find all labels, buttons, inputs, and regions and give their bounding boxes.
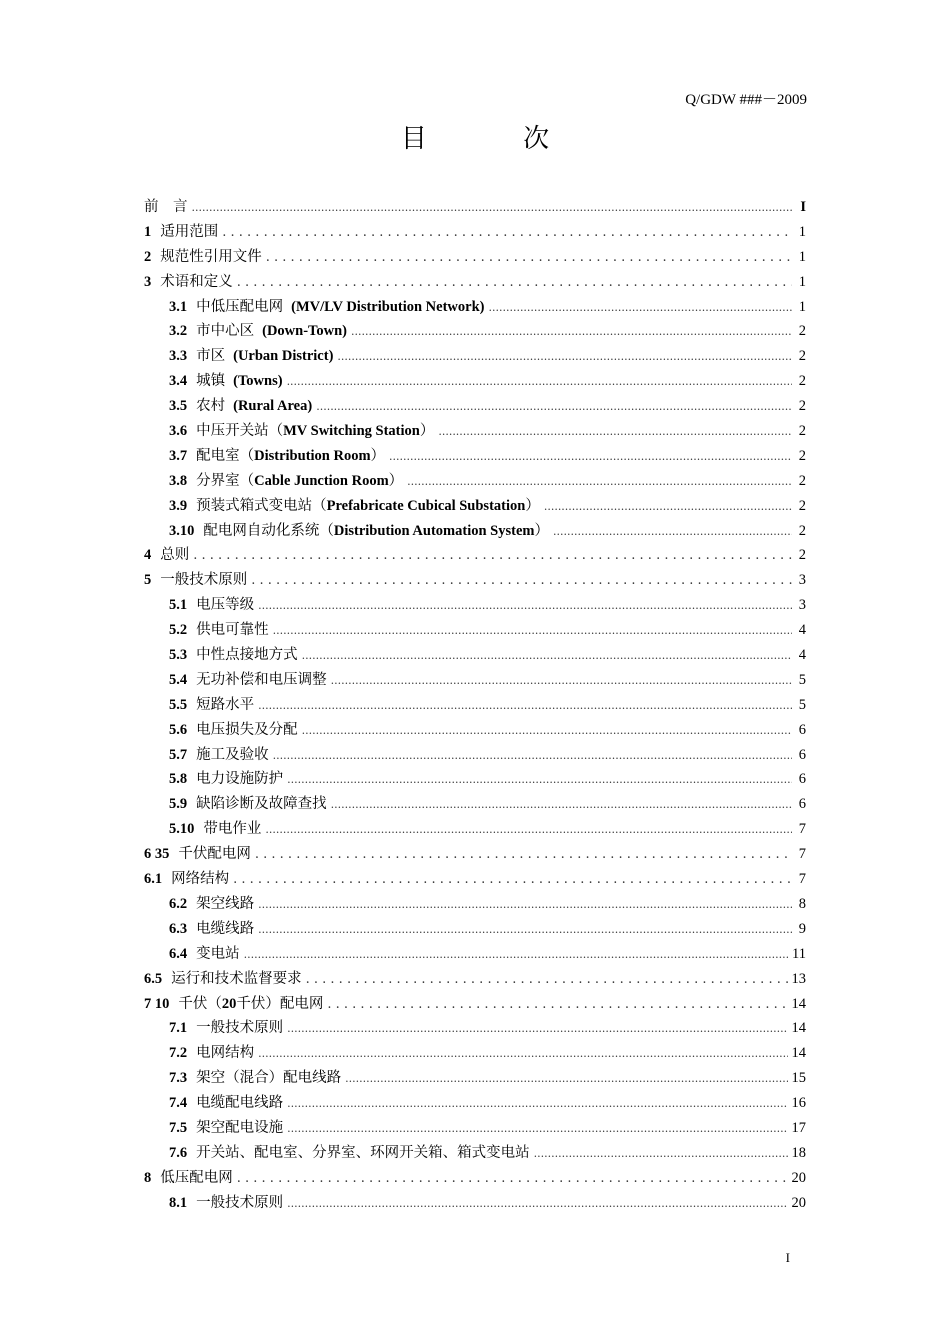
toc-entry-page: 20 [791, 1169, 806, 1186]
toc-entry-title [178, 992, 323, 1017]
toc-entry-page: 2 [798, 323, 806, 340]
toc-entry-leader-dots [553, 520, 792, 545]
toc-entry-page: 3 [798, 597, 806, 614]
page-number: I [785, 1250, 790, 1265]
toc-entry-page: 2 [798, 373, 806, 390]
toc-entry[interactable] [144, 892, 806, 917]
toc-entry-title-text: 短路水平 [196, 696, 255, 713]
toc-entry-page: 6 [798, 721, 806, 738]
toc-entry-page: 16 [791, 1095, 806, 1112]
toc-entry-leader-dots [266, 246, 792, 271]
toc-entry[interactable] [144, 494, 806, 519]
toc-entry[interactable] [144, 618, 806, 643]
toc-entry-page: 1 [798, 298, 806, 315]
toc-entry-number: 5.8 [169, 771, 188, 788]
toc-entry-page: 2 [798, 522, 806, 539]
toc-entry-number: 5.3 [169, 647, 188, 664]
toc-entry[interactable] [144, 444, 806, 469]
toc-entry-title-text: 电压损失及分配 [196, 721, 298, 738]
toc-entry-page: 1 [798, 248, 806, 265]
toc-entry-title-text: 配电网自动化系统（ [203, 522, 334, 539]
toc-entry[interactable] [144, 967, 806, 992]
toc-entry-number: 7.4 [169, 1095, 188, 1112]
toc-entry-page: 5 [798, 671, 806, 688]
toc-entry-number: 5.2 [169, 622, 188, 639]
toc-entry-title [160, 220, 218, 245]
toc-entry[interactable] [144, 593, 806, 618]
toc-entry-leader-dots [534, 1142, 788, 1167]
toc-entry-leader-dots [244, 943, 788, 968]
toc-entry-page: 18 [791, 1144, 806, 1161]
toc-entry-title [196, 319, 347, 344]
toc-entry-page: 2 [798, 547, 806, 564]
toc-entry-title [196, 668, 327, 693]
table-of-contents [144, 195, 806, 1216]
toc-entry-title-text: 开关站、配电室、分界室、环网开关箱、箱式变电站 [196, 1144, 530, 1161]
toc-entry-title-text: 架空（混合）配电线路 [196, 1070, 342, 1087]
toc-entry-number: 5.4 [169, 671, 188, 688]
toc-entry-number: 3.4 [169, 373, 188, 390]
toc-entry-english-title: (MV/LV Distribution Network) [291, 298, 485, 315]
toc-entry-title-text: 农村 [196, 398, 226, 415]
toc-entry-number: 8.1 [169, 1194, 188, 1211]
toc-entry-number: 3.5 [169, 398, 188, 415]
toc-entry-english-title: (Down-Town) [262, 323, 347, 340]
toc-entry-leader-dots [265, 818, 792, 843]
toc-entry-number: 5.6 [169, 721, 188, 738]
toc-entry-page: 2 [798, 472, 806, 489]
toc-entry-leader-dots [316, 395, 792, 420]
toc-entry-leader-dots [273, 619, 792, 644]
toc-entry-number: 3.1 [169, 298, 188, 315]
toc-entry-leader-dots [258, 1042, 787, 1067]
toc-entry-title [196, 369, 282, 394]
toc-entry-leader-dots [258, 694, 792, 719]
toc-entry-title-text: 一般技术原则 [160, 572, 248, 589]
toc-entry-title-text: 电网结构 [196, 1045, 255, 1062]
toc-entry-leader-dots [327, 993, 787, 1018]
toc-entry-number: 3.3 [169, 348, 188, 365]
toc-entry-number: 3.7 [169, 447, 188, 464]
toc-entry-title [196, 1116, 283, 1141]
toc-entry-title-text: 预装式箱式变电站（ [196, 497, 327, 514]
toc-entry-page: 13 [791, 970, 806, 987]
toc-entry[interactable] [144, 1066, 806, 1091]
toc-entry-page: 15 [791, 1070, 806, 1087]
toc-entry-english-title: MV Switching Station [283, 423, 420, 440]
toc-entry[interactable] [144, 1041, 806, 1066]
toc-entry-leader-dots [258, 594, 792, 619]
toc-entry[interactable] [144, 643, 806, 668]
toc-entry-title [196, 618, 269, 643]
toc-entry[interactable] [144, 743, 806, 768]
toc-entry-title [160, 568, 247, 593]
toc-entry-number: 6.1 [144, 871, 163, 888]
toc-entry-title-text: 运行和技术监督要求 [171, 970, 302, 987]
toc-entry[interactable] [144, 245, 806, 270]
toc-entry-title-text: 施工及验收 [196, 746, 269, 763]
toc-entry-leader-dots [233, 868, 792, 893]
toc-entry-title [196, 942, 240, 967]
toc-entry-number: 3.6 [169, 423, 188, 440]
toc-entry-leader-dots [287, 1117, 787, 1142]
toc-entry[interactable] [144, 668, 806, 693]
toc-entry[interactable] [144, 718, 806, 743]
toc-entry-title-text: 千伏（ [178, 995, 222, 1012]
toc-entry[interactable] [144, 344, 806, 369]
toc-entry-page: 14 [791, 1045, 806, 1062]
toc-entry-leader-dots [389, 445, 792, 470]
toc-entry[interactable] [144, 469, 806, 494]
toc-entry[interactable] [144, 1091, 806, 1116]
toc-entry-page: 1 [798, 223, 806, 240]
toc-entry-leader-dots [258, 893, 792, 918]
toc-entry-leader-dots [258, 918, 792, 943]
toc-entry-number: 5.10 [169, 821, 195, 838]
toc-entry-title-text: 低压配电网 [160, 1169, 233, 1186]
toc-entry-page: 7 [798, 846, 806, 863]
toc-entry-english-title: Cable Junction Room [254, 472, 389, 489]
toc-entry[interactable] [144, 917, 806, 942]
toc-entry-page: 5 [798, 696, 806, 713]
toc-entry[interactable] [144, 1191, 806, 1216]
toc-entry-leader-dots [407, 470, 792, 495]
toc-entry-number: 7.5 [169, 1119, 188, 1136]
toc-entry-title [203, 519, 549, 544]
toc-entry-leader-dots [337, 345, 792, 370]
toc-entry-title [196, 767, 283, 792]
toc-entry-page: 17 [791, 1119, 806, 1136]
toc-entry-page: 14 [791, 1020, 806, 1037]
toc-entry-page: 1 [798, 273, 806, 290]
toc-entry-leader-dots [251, 569, 792, 594]
toc-entry-leader-dots [351, 320, 792, 345]
toc-entry-page: 14 [791, 995, 806, 1012]
toc-entry-number: 6.5 [144, 970, 163, 987]
toc-entry-title [196, 718, 298, 743]
toc-entry-title [160, 245, 262, 270]
toc-entry-leader-dots [192, 196, 793, 221]
toc-entry-page: 6 [798, 771, 806, 788]
toc-entry-title [196, 1041, 254, 1066]
toc-entry-page: 3 [798, 572, 806, 589]
toc-entry-title [196, 419, 434, 444]
toc-entry[interactable] [144, 693, 806, 718]
toc-entry-title [178, 842, 251, 867]
toc-entry-title-text: 中低压配电网 [196, 298, 284, 315]
toc-entry-title [196, 295, 484, 320]
toc-entry-title [196, 892, 254, 917]
toc-entry-title-text: 供电可靠性 [196, 622, 269, 639]
toc-entry-page: 8 [798, 895, 806, 912]
toc-entry-english-title: (Towns) [233, 373, 283, 390]
toc-entry-title [160, 543, 189, 568]
toc-entry-number: 5.5 [169, 696, 188, 713]
toc-entry-title [196, 693, 254, 718]
toc-entry-title [196, 1091, 283, 1116]
toc-entry-title-text: 市区 [196, 348, 226, 365]
toc-entry-number: 3.9 [169, 497, 188, 514]
toc-entry-page: 2 [798, 497, 806, 514]
toc-entry-leader-dots [237, 271, 792, 296]
toc-entry-title-text: 带电作业 [203, 821, 262, 838]
toc-entry-number: 6 35 [144, 846, 170, 863]
toc-entry-title [196, 1191, 283, 1216]
toc-entry-title-text: 中压开关站（ [196, 423, 284, 440]
toc-entry-number: 6.2 [169, 895, 188, 912]
toc-entry-page: 11 [792, 945, 806, 962]
toc-entry-leader-dots [193, 544, 792, 569]
toc-entry-number: 1 [144, 223, 152, 240]
toc-entry-title-text: 一般技术原则 [196, 1020, 284, 1037]
toc-entry-page: 2 [798, 348, 806, 365]
document-code: Q/GDW ###－2009 [685, 92, 807, 108]
toc-entry-number: 3.10 [169, 522, 195, 539]
toc-entry[interactable] [144, 817, 806, 842]
toc-entry[interactable] [144, 519, 806, 544]
toc-entry-page: 6 [798, 746, 806, 763]
toc-entry-number: 3 [144, 273, 152, 290]
toc-entry-title-text: 电缆线路 [196, 920, 255, 937]
toc-entry-leader-dots [273, 744, 792, 769]
toc-entry-title-text: 术语和定义 [160, 273, 233, 290]
toc-entry-page: 2 [798, 447, 806, 464]
toc-entry-leader-dots [345, 1067, 787, 1092]
toc-entry-english-title: (Rural Area) [233, 398, 313, 415]
toc-entry-number: 4 [144, 547, 152, 564]
toc-entry-title-text: 中性点接地方式 [196, 647, 298, 664]
toc-entry-title [196, 593, 254, 618]
toc-entry-title [171, 867, 229, 892]
toc-entry-number: 3.8 [169, 472, 188, 489]
toc-entry-title-text: 分界室（ [196, 472, 255, 489]
toc-entry-title-tail: ） [388, 472, 404, 489]
toc-entry-title [196, 494, 540, 519]
toc-entry-title-tail: ） [534, 522, 549, 539]
toc-entry-title-text: 市中心区 [196, 323, 255, 340]
toc-entry-number: 6.3 [169, 920, 188, 937]
toc-entry-page: 2 [798, 423, 806, 440]
toc-entry-title-text: 架空配电设施 [196, 1119, 284, 1136]
toc-entry-title-text: 规范性引用文件 [160, 248, 262, 265]
toc-entry[interactable] [144, 543, 806, 568]
toc-entry-title [196, 917, 254, 942]
toc-entry[interactable] [144, 1166, 806, 1191]
toc-entry-number: 5.1 [169, 597, 188, 614]
toc-entry-title-tail: 千伏）配电网 [236, 995, 324, 1012]
toc-entry[interactable] [144, 842, 806, 867]
toc-entry-number: 7.6 [169, 1144, 188, 1161]
toc-entry-number: 7.3 [169, 1070, 188, 1087]
toc-entry-number: 5 [144, 572, 152, 589]
toc-entry-number: 7.1 [169, 1020, 188, 1037]
toc-entry-english-title: Prefabricate Cubical Substation [326, 497, 526, 514]
toc-entry[interactable] [144, 220, 806, 245]
toc-entry-page: 4 [798, 647, 806, 664]
toc-entry-leader-dots [331, 669, 792, 694]
toc-entry-title [144, 195, 188, 220]
toc-entry-leader-dots [237, 1167, 788, 1192]
toc-entry[interactable] [144, 295, 806, 320]
toc-entry-number: 6.4 [169, 945, 188, 962]
toc-entry-leader-dots [488, 296, 792, 321]
toc-entry-title [171, 967, 302, 992]
toc-entry-leader-dots [544, 495, 792, 520]
toc-entry[interactable] [144, 568, 806, 593]
toc-entry-leader-dots [287, 1192, 787, 1217]
toc-entry-title-text: 配电室（ [196, 447, 255, 464]
toc-entry[interactable] [144, 270, 806, 295]
toc-entry[interactable] [144, 1016, 806, 1041]
toc-entry-leader-dots [287, 768, 792, 793]
toc-entry[interactable] [144, 195, 806, 220]
toc-entry[interactable] [144, 992, 806, 1017]
toc-entry-title-tail: ） [419, 423, 435, 440]
toc-entry-english-title: Distribution Room [254, 447, 371, 464]
toc-entry-title [196, 394, 312, 419]
toc-title: 目 次 [400, 124, 594, 154]
toc-entry-number: 3.2 [169, 323, 188, 340]
toc-entry-title [196, 792, 327, 817]
toc-entry-leader-dots [287, 370, 792, 395]
toc-entry-title-text: 无功补偿和电压调整 [196, 671, 327, 688]
toc-entry-page: 7 [798, 871, 806, 888]
toc-entry-english-title: 20 [221, 995, 237, 1012]
toc-entry-title-text: 架空线路 [196, 895, 255, 912]
toc-entry-page: 7 [798, 821, 806, 838]
toc-entry[interactable] [144, 1141, 806, 1166]
toc-entry-leader-dots [306, 968, 788, 993]
toc-entry-number: 7 10 [144, 995, 170, 1012]
toc-entry-title [196, 1066, 341, 1091]
toc-entry-page: 2 [798, 398, 806, 415]
toc-entry-page: 9 [798, 920, 806, 937]
toc-entry[interactable] [144, 319, 806, 344]
toc-entry-title [196, 743, 269, 768]
toc-entry[interactable] [144, 942, 806, 967]
toc-entry-title-text: 总则 [160, 547, 190, 564]
toc-entry[interactable] [144, 369, 806, 394]
toc-entry[interactable] [144, 767, 806, 792]
toc-entry-leader-dots [287, 1017, 787, 1042]
toc-entry-number: 5.7 [169, 746, 188, 763]
toc-entry-number: 7.2 [169, 1045, 188, 1062]
toc-entry[interactable] [144, 792, 806, 817]
toc-entry-title [160, 1166, 233, 1191]
toc-entry-leader-dots [438, 420, 792, 445]
toc-entry-title [203, 817, 261, 842]
toc-entry-title [196, 444, 385, 469]
toc-entry-title-text: 城镇 [196, 373, 226, 390]
toc-entry-leader-dots [302, 719, 792, 744]
toc-entry-title-tail: ） [370, 447, 386, 464]
toc-entry-title [196, 344, 333, 369]
toc-entry-leader-dots [287, 1092, 787, 1117]
toc-entry-page: 4 [798, 622, 806, 639]
toc-entry-title-text: 缺陷诊断及故障查找 [196, 796, 327, 813]
toc-entry-title-text: 一般技术原则 [196, 1194, 284, 1211]
toc-entry-title-text: 千伏配电网 [178, 846, 251, 863]
toc-entry-page: 6 [798, 796, 806, 813]
toc-entry-title [196, 1141, 530, 1166]
toc-entry-number: 8 [144, 1169, 152, 1186]
toc-entry[interactable] [144, 1116, 806, 1141]
toc-entry-title-text: 适用范围 [160, 223, 219, 240]
toc-entry-page: I [800, 199, 806, 215]
toc-entry-leader-dots [255, 843, 792, 868]
toc-entry-title-text: 电压等级 [196, 597, 255, 614]
toc-entry-leader-dots [331, 793, 792, 818]
toc-entry[interactable] [144, 867, 806, 892]
toc-entry-title-tail: ） [525, 497, 540, 514]
toc-entry-title-text: 网络结构 [171, 871, 230, 888]
toc-entry-title-text: 变电站 [196, 945, 240, 962]
toc-entry-leader-dots [302, 644, 792, 669]
toc-entry-page: 20 [791, 1194, 806, 1211]
toc-entry-title-text: 电力设施防护 [196, 771, 284, 788]
toc-entry-number: 5.9 [169, 796, 188, 813]
toc-entry-title [160, 270, 233, 295]
toc-entry-title [196, 469, 403, 494]
toc-entry-title [196, 1016, 283, 1041]
toc-entry-title [196, 643, 298, 668]
toc-entry-english-title: (Urban District) [233, 348, 334, 365]
toc-entry-title-text: 电缆配电线路 [196, 1095, 284, 1112]
toc-entry[interactable] [144, 394, 806, 419]
toc-entry[interactable] [144, 419, 806, 444]
toc-entry-title-text: 前 言 [144, 199, 188, 215]
toc-entry-english-title: Distribution Automation System [333, 522, 535, 539]
toc-entry-leader-dots [222, 221, 792, 246]
toc-entry-number: 2 [144, 248, 152, 265]
